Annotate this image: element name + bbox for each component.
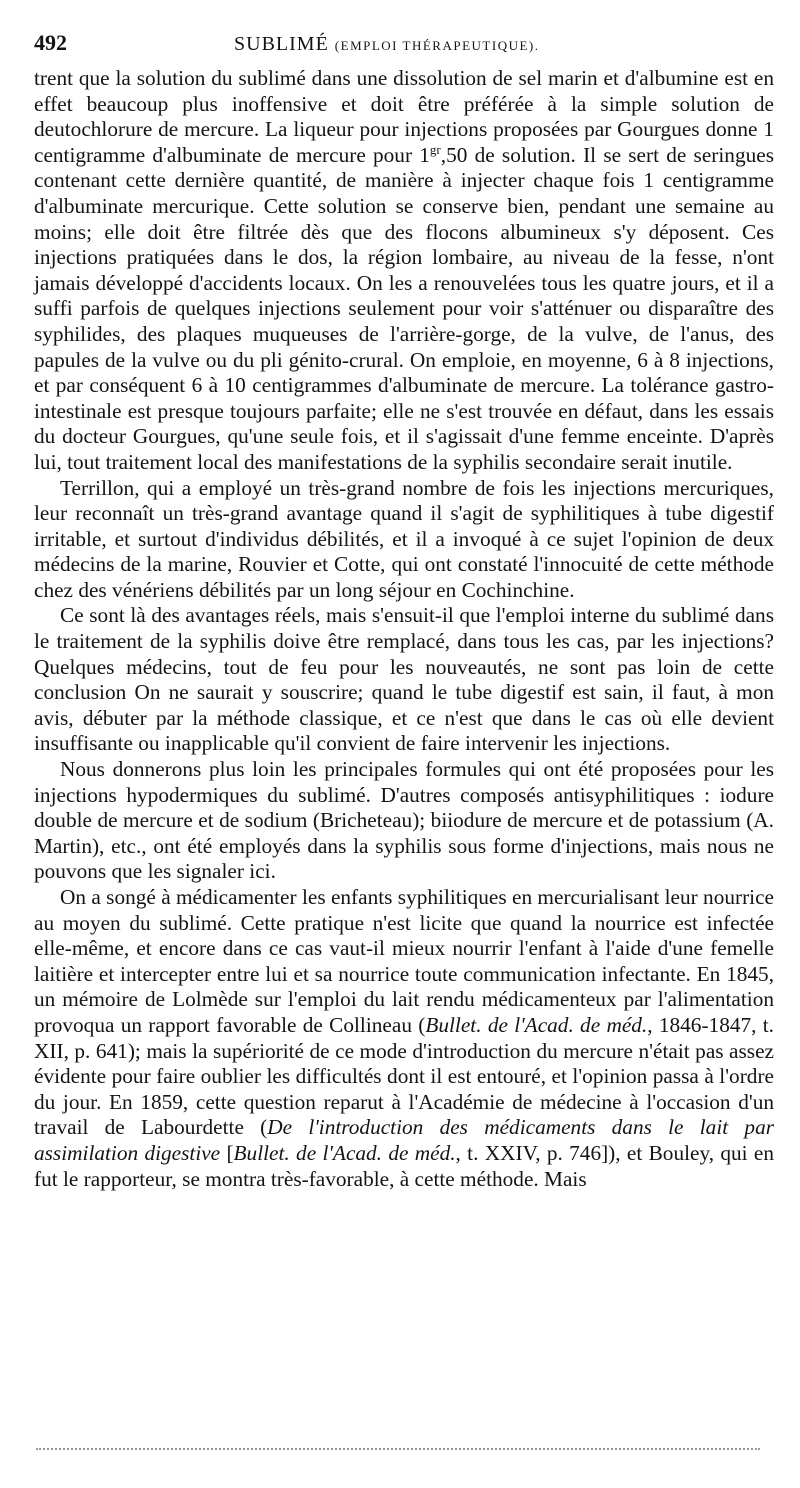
paragraph: [34, 476, 774, 604]
running-title: [234, 33, 539, 56]
text-run: , 1846-1847, t. XII, p. 641); mais la supériorité de ce mode d'introduction du mercure n'était pas assez évidente pour faire oublier les difficultés dont il est entouré, et l'opinion passa à l'ordre du jour. En 1859, cette question reparut à l'Académie de médecine à l'occasion d'un travail de Labourdette (: [34, 1012, 774, 1140]
footer-dotted-rule: [36, 1448, 760, 1450]
running-title-main: SUBLIMÉ: [234, 33, 329, 55]
italic-citation: Bullet. de l'Acad. de méd.: [233, 1140, 456, 1165]
paragraph: [34, 885, 774, 1192]
paragraph: [34, 603, 774, 757]
text-run: Terrillon, qui a employé un très-grand nombre de fois les injections mercuriques, leur reconnaît un très-grand avantage quand il s'agit de syphilitiques à tube digestif irritable, et surtout d'individus débilités, et il a invoqué à ce sujet l'opinion de deux médecins de la marine, Rouvier et Cotte, qui ont constaté l'innocuité de cette méthode chez des vénériens débilités par un long séjour en Cochinchine.: [34, 475, 774, 602]
italic-citation: Bullet. de l'Acad. de méd.: [425, 1012, 648, 1037]
text-run: Ce sont là des avantages réels, mais s'ensuit-il que l'emploi interne du sublimé dans le traitement de la syphilis doive être remplacé, dans tous les cas, par les injections? Quelques médecins, tout de feu pour les nouveautés, ne sont pas loin de cette conclusion On ne saurait y souscrire; quand le tube digestif est sain, il faut, à mon avis, débuter par la méthode classique, et ce n'est que dans le cas où elle devient insuffisante ou inapplicable qu'il convient de faire intervenir les injections.: [34, 603, 774, 756]
text-run: ,50 de solution. Il se sert de seringues contenant cette dernière quantité, de manière à injecter chaque fois 1 centigramme d'albuminate mercurique. Cette solution se conserve bien, pendant une semaine au moins; elle doit être filtrée dès que des flocons albumineux s'y déposent. Ces injections pratiquées dans le dos, la région lombaire, au niveau de la fesse, n'ont jamais développé d'accidents locaux. On les a renouvelées tous les quatre jours, et il a suffi parfois de quelques injections seulement pour voir s'atténuer ou disparaître des syphilides, des plaques muqueuses de l'arrière-gorge, de la vulve, de l'anus, des papules de la vulve ou du pli génito-crural. On emploie, en moyenne, 6 à 8 injections, et par conséquent 6 à 10 centigrammes d'albuminate de mercure. La tolérance gastro-intestinale est presque toujours parfaite; elle ne s'est trouvée en défaut, dans les essais du docteur Gourgues, qu'une seule fois, et il s'agissait d'une femme enceinte. D'après lui, tout traitement local des manifestations de la syphilis secondaire serait inutile.: [34, 142, 774, 474]
running-title-subtitle: (EMPLOI THÉRAPEUTIQUE).: [334, 38, 540, 53]
paragraph: [34, 757, 774, 885]
superscript-unit: gr: [429, 141, 441, 157]
page-number: 492: [34, 30, 67, 55]
text-run: [: [220, 1140, 234, 1165]
text-run: trent que la solution du sublimé dans une dissolution de sel marin et d'albumine est en effet beaucoup plus inoffensive et doit être préférée à la simple solution de deutochlorure de mercure. La liqueur pour injections proposées par Gourgues donne 1 centigramme d'albuminate de mercure pour 1: [34, 66, 774, 167]
text-run: On a songé à médicamenter les enfants syphilitiques en mercurialisant leur nourrice au moyen du sublimé. Cette pratique n'est licite que quand la nourrice est infectée elle-même, et encore dans ce cas vaut-il mieux nourrir l'enfant à l'aide d'une femelle laitière et intercepter entre lui et sa nourrice toute communication infectante. En 1845, un mémoire de Lolmède sur l'emploi du lait rendu médicamenteux par l'alimentation provoqua un rapport favorable de Collineau (: [34, 885, 774, 1037]
paragraph: [34, 66, 774, 476]
body-text: [34, 66, 774, 1192]
text-run: , t. XXIV, p. 746]), et Bouley, qui en fut le rapporteur, se montra très-favorable, à cette méthode. Mais: [34, 1140, 774, 1191]
running-header: [34, 30, 774, 64]
text-run: Nous donnerons plus loin les principales formules qui ont été proposées pour les injections hypodermiques du sublimé. D'autres composés antisyphilitiques : iodure double de mercure et de sodium (Bricheteau); biiodure de mercure et de potassium (A. Martin), etc., ont été employés dans la syphilis sous forme d'injections, mais nous ne pouvons que les signaler ici.: [34, 757, 774, 884]
italic-citation: De l'introduction des médicaments dans le lait par assimilation digestive: [34, 1115, 775, 1165]
